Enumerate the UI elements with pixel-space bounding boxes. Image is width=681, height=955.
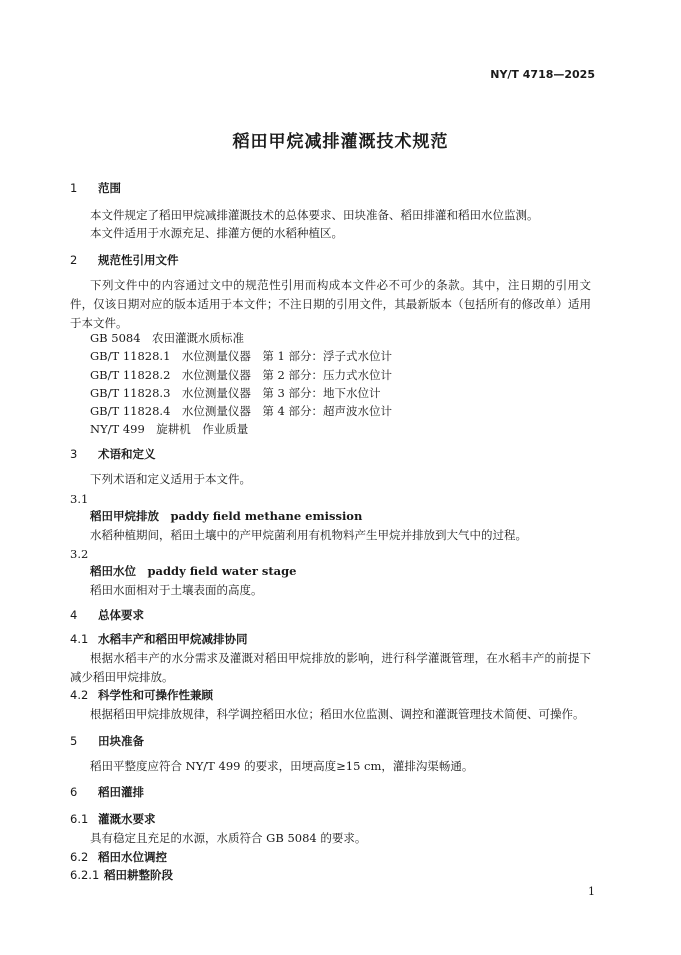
clause-6-2-1-heading bbox=[70, 867, 173, 883]
clause-number: 6.2 bbox=[70, 850, 89, 864]
section-5-heading bbox=[70, 733, 144, 749]
term-definition: 稻田水面相对于土壤表面的高度。 bbox=[90, 583, 263, 597]
term-number: 3.2 bbox=[70, 547, 89, 561]
section-number: 6 bbox=[70, 785, 78, 799]
paragraph: 下列术语和定义适用于本文件。 bbox=[90, 472, 251, 486]
clause-title: 稻田耕整阶段 bbox=[104, 868, 173, 882]
term-number: 3.1 bbox=[70, 492, 89, 506]
section-2-heading bbox=[70, 252, 179, 268]
section-4-heading bbox=[70, 607, 144, 623]
paragraph: 本文件规定了稻田甲烷减排灌溉技术的总体要求、田块准备、稻田排灌和稻田水位监测。 bbox=[90, 208, 539, 222]
clause-4-1-heading bbox=[70, 631, 248, 647]
section-title: 范围 bbox=[98, 181, 121, 195]
reference-item: NY/T 499 旋耕机 作业质量 bbox=[90, 422, 249, 436]
clause-number: 6.2.1 bbox=[70, 868, 100, 882]
section-number: 1 bbox=[70, 181, 78, 195]
clause-title: 水稻丰产和稻田甲烷减排协同 bbox=[98, 632, 248, 646]
clause-6-1-heading bbox=[70, 811, 156, 827]
section-number: 5 bbox=[70, 734, 78, 748]
section-1-heading bbox=[70, 180, 121, 196]
section-number: 4 bbox=[70, 608, 78, 622]
document-title: 稻田甲烷减排灌溉技术规范 bbox=[232, 132, 449, 152]
reference-item: GB/T 11828.4 水位测量仪器 第 4 部分：超声波水位计 bbox=[90, 404, 393, 418]
section-6-heading bbox=[70, 784, 144, 800]
term-title: 稻田水位 paddy field water stage bbox=[90, 564, 297, 578]
section-title: 术语和定义 bbox=[98, 447, 156, 461]
paragraph: 下列文件中的内容通过文中的规范性引用而构成本文件必不可少的条款。其中，注日期的引用文件，仅该日期对应的版本适用于本文件；不注日期的引用文件，其最新版本（包括所有的修改单）适用于本文件。 bbox=[70, 278, 591, 330]
section-number: 2 bbox=[70, 253, 78, 267]
section-title: 稻田灌排 bbox=[98, 785, 144, 799]
clause-title: 灌溉水要求 bbox=[98, 812, 156, 826]
clause-number: 4.1 bbox=[70, 632, 89, 646]
reference-item: GB/T 11828.2 水位测量仪器 第 2 部分：压力式水位计 bbox=[90, 368, 393, 382]
paragraph: 稻田平整度应符合 NY/T 499 的要求，田埂高度≥15 cm，灌排沟渠畅通。 bbox=[90, 759, 474, 773]
clause-4-2-heading bbox=[70, 687, 213, 703]
clause-number: 4.2 bbox=[70, 688, 89, 702]
standard-number: NY/T 4718—2025 bbox=[490, 68, 595, 81]
paragraph: 具有稳定且充足的水源，水质符合 GB 5084 的要求。 bbox=[90, 831, 367, 845]
term-title: 稻田甲烷排放 paddy field methane emission bbox=[90, 509, 363, 523]
page-number: 1 bbox=[588, 885, 595, 898]
section-title: 田块准备 bbox=[98, 734, 144, 748]
clause-6-2-heading bbox=[70, 849, 167, 865]
clause-title: 科学性和可操作性兼顾 bbox=[98, 688, 213, 702]
paragraph: 根据稻田甲烷排放规律，科学调控稻田水位；稻田水位监测、调控和灌溉管理技术简便、可操作。 bbox=[90, 707, 585, 721]
reference-item: GB/T 11828.3 水位测量仪器 第 3 部分：地下水位计 bbox=[90, 386, 381, 400]
clause-number: 6.1 bbox=[70, 812, 89, 826]
reference-item: GB 5084 农田灌溉水质标准 bbox=[90, 331, 245, 345]
paragraph: 根据水稻丰产的水分需求及灌溉对稻田甲烷排放的影响，进行科学灌溉管理，在水稻丰产的前提下减少稻田甲烷排放。 bbox=[70, 651, 591, 684]
section-title: 总体要求 bbox=[98, 608, 144, 622]
section-3-heading bbox=[70, 446, 156, 462]
clause-title: 稻田水位调控 bbox=[98, 850, 167, 864]
section-title: 规范性引用文件 bbox=[98, 253, 179, 267]
paragraph: 本文件适用于水源充足、排灌方便的水稻种植区。 bbox=[90, 226, 343, 240]
term-definition: 水稻种植期间，稻田土壤中的产甲烷菌利用有机物料产生甲烷并排放到大气中的过程。 bbox=[90, 528, 527, 542]
reference-item: GB/T 11828.1 水位测量仪器 第 1 部分：浮子式水位计 bbox=[90, 349, 393, 363]
section-number: 3 bbox=[70, 447, 78, 461]
